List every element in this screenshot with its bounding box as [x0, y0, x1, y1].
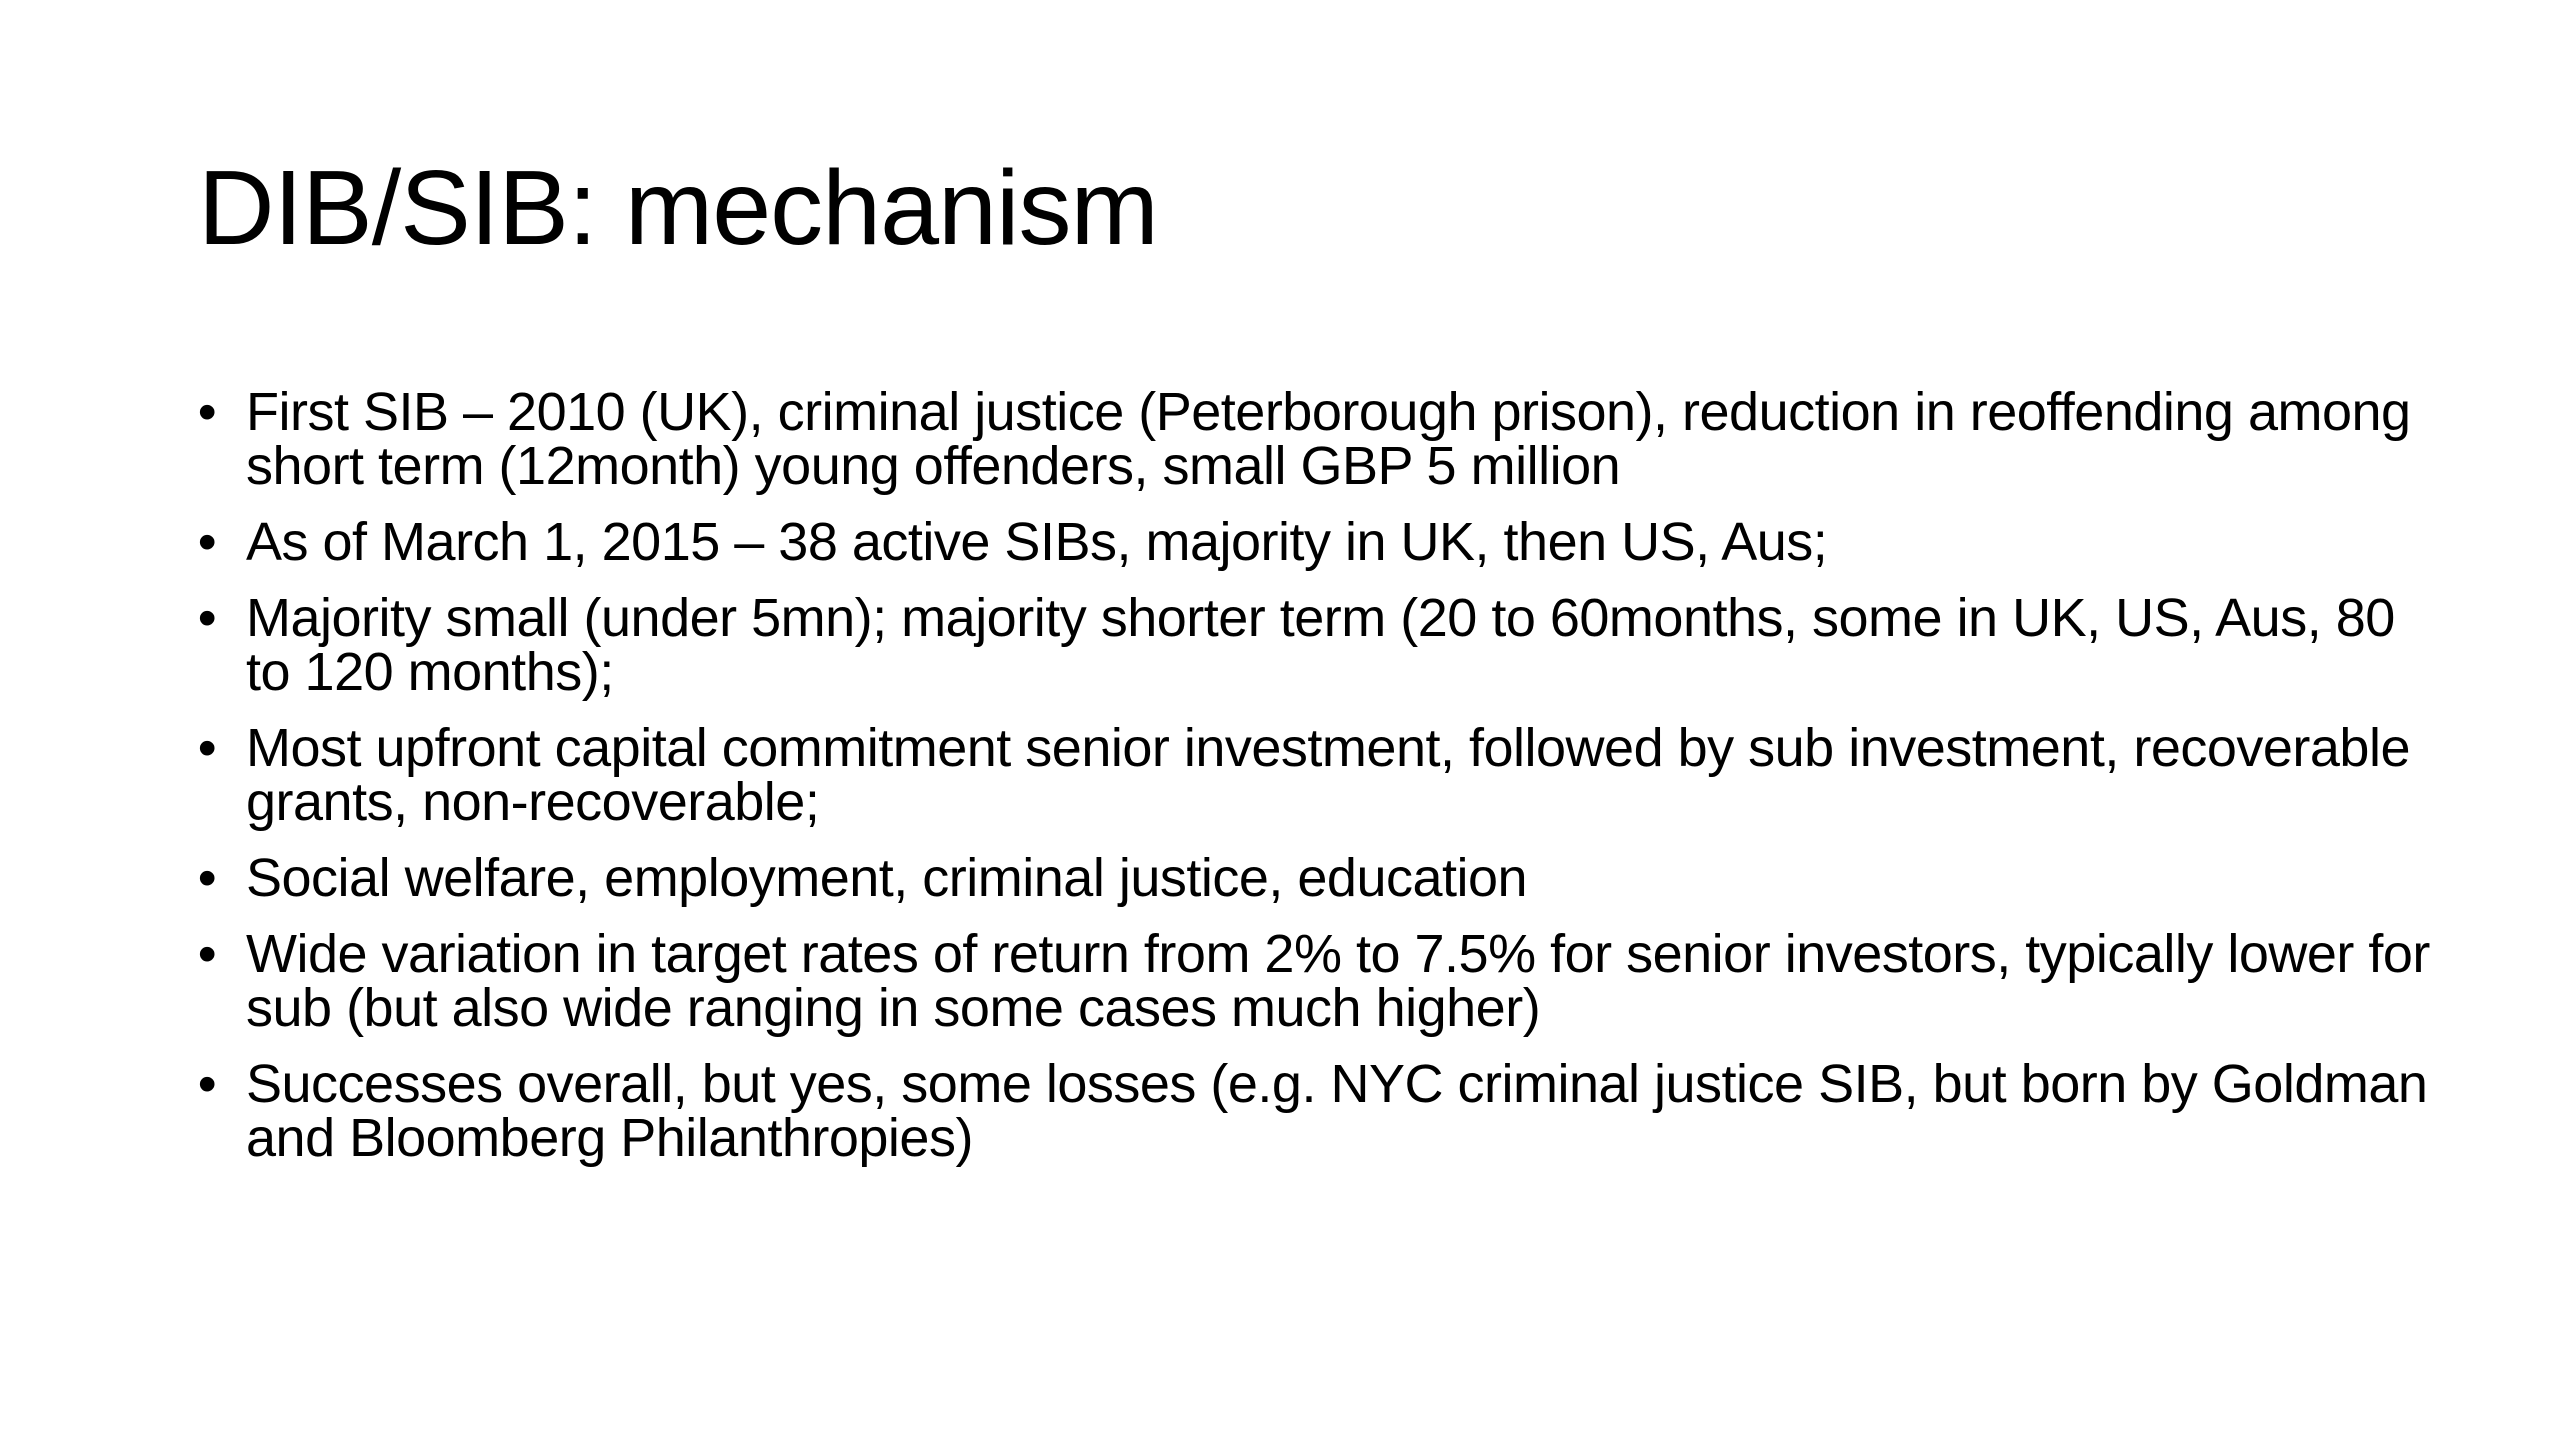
bullet-text: Wide variation in target rates of return from 2% to 7.5% for senior investors, typically lower for sub (but also wide ranging in some cases much higher) [246, 924, 2430, 1038]
bullet-text: Successes overall, but yes, some losses (e.g. NYC criminal justice SIB, but born by Goldman and Bloomberg Philanthropies) [246, 1054, 2428, 1168]
bullet-text: First SIB – 2010 (UK), criminal justice (Peterborough prison), reduction in reoffending among short term (12month) young offenders, small GBP 5 million [246, 382, 2411, 496]
bullet-item-4 [192, 718, 2432, 832]
bullet-point-icon: • [197, 848, 217, 908]
bullet-point-icon: • [197, 512, 217, 572]
bullet-item-1 [192, 382, 2432, 496]
bullet-point-icon: • [197, 924, 217, 984]
bullet-point-icon: • [197, 588, 217, 648]
bullet-point-icon: • [197, 718, 217, 778]
bullet-text: As of March 1, 2015 – 38 active SIBs, majority in UK, then US, Aus; [246, 512, 1828, 572]
bullet-point-icon: • [197, 382, 217, 442]
bullet-point-icon: • [197, 1054, 217, 1114]
bullet-list [192, 382, 2432, 1187]
bullet-item-3 [192, 588, 2432, 702]
slide-title: DIB/SIB: mechanism [198, 149, 1158, 267]
bullet-text: Majority small (under 5mn); majority shorter term (20 to 60months, some in UK, US, Aus, 80 to 120 months); [246, 588, 2395, 702]
bullet-item-2 [192, 512, 2432, 572]
bullet-item-7 [192, 1054, 2432, 1168]
bullet-item-6 [192, 924, 2432, 1038]
bullet-text: Social welfare, employment, criminal justice, education [246, 848, 1528, 908]
bullet-text: Most upfront capital commitment senior investment, followed by sub investment, recoverable grants, non-recoverable; [246, 718, 2410, 832]
bullet-item-5 [192, 848, 2432, 908]
